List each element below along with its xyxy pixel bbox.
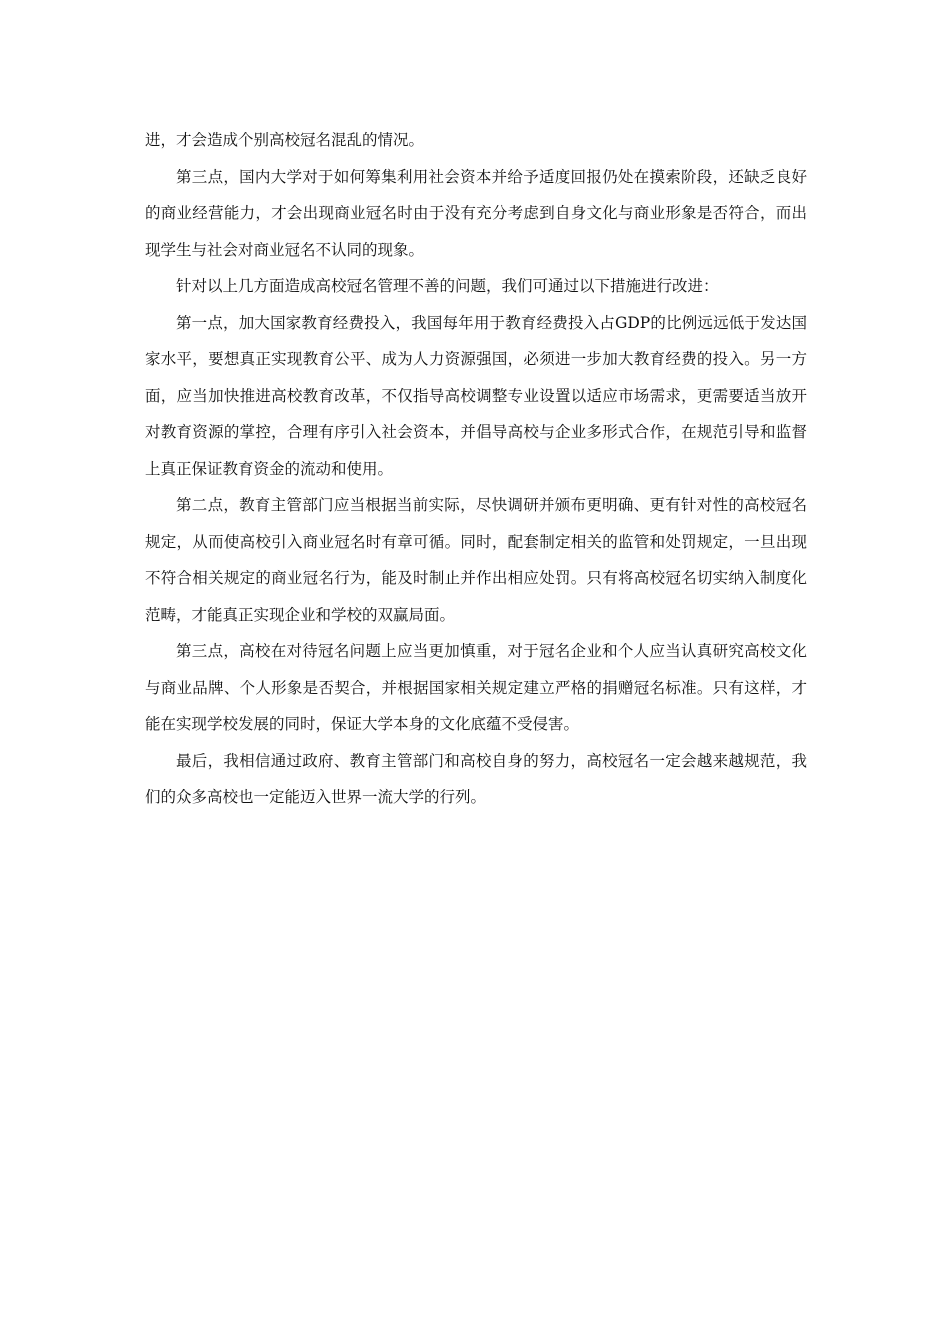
paragraph-second-measure: 第二点，教育主管部门应当根据当前实际，尽快调研并颁布更明确、更有针对性的高校冠名规定，从而使高校引入商业冠名时有章可循。同时，配套制定相关的监管和处罚规定，一旦出现不符合相关规定的商业冠名行为，能及时制止并作出相应处罚。只有将高校冠名切实纳入制度化范畴，才能真正实现企业和学校的双赢局面。 xyxy=(145,496,807,624)
paragraph-conclusion: 最后，我相信通过政府、教育主管部门和高校自身的努力，高校冠名一定会越来越规范，我们的众多高校也一定能迈入世界一流大学的行列。 xyxy=(145,751,807,806)
paragraph-continuation: 进，才会造成个别高校冠名混乱的情况。 xyxy=(145,131,425,149)
paragraph-third-measure: 第三点，高校在对待冠名问题上应当更加慎重，对于冠名企业和个人应当认真研究高校文化与商业品牌、个人形象是否契合，并根据国家相关规定建立严格的捐赠冠名标准。只有这样，才能在实现学校发展的同时，保证大学本身的文化底蕴不受侵害。 xyxy=(145,642,807,733)
paragraph-measures-intro: 针对以上几方面造成高校冠名管理不善的问题，我们可通过以下措施进行改进： xyxy=(176,277,719,295)
paragraph-first-measure: 第一点，加大国家教育经费投入，我国每年用于教育经费投入占GDP的比例远远低于发达国家水平，要想真正实现教育公平、成为人力资源强国，必须进一步加大教育经费的投入。另一方面，应当加快推进高校教育改革，不仅指导高校调整专业设置以适应市场需求，更需要适当放开对教育资源的掌控，合理有序引入社会资本，并倡导高校与企业多形式合作，在规范引导和监督上真正保证教育资金的流动和使用。 xyxy=(145,313,807,478)
paragraph-third-point-problem: 第三点，国内大学对于如何筹集利用社会资本并给予适度回报仍处在摸索阶段，还缺乏良好的商业经营能力，才会出现商业冠名时由于没有充分考虑到自身文化与商业形象是否符合，而出现学生与社会对商业冠名不认同的现象。 xyxy=(145,167,807,259)
document-body xyxy=(145,122,807,816)
